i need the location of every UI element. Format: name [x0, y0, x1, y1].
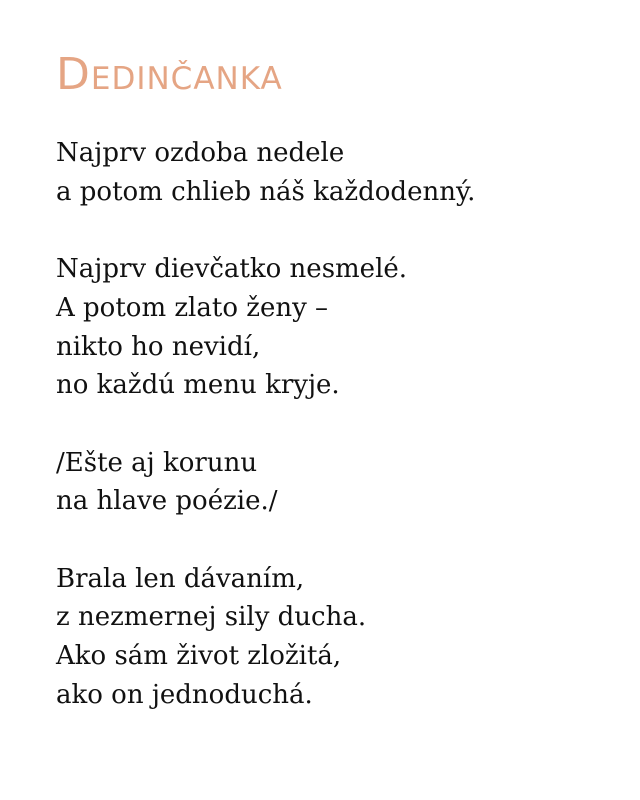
poem-line: Ako sám život zložitá,: [56, 641, 342, 672]
stanza-2: [56, 250, 475, 405]
poem-line: ako on jednoduchá.: [56, 679, 313, 710]
poem-body: [56, 134, 475, 715]
poem-line: Brala len dávaním,: [56, 563, 305, 594]
stanza-3: [56, 444, 475, 521]
poem-title: Dedinčanka: [56, 49, 283, 100]
poem-line: na hlave poézie./: [56, 486, 278, 517]
poem-line: Najprv dievčatko nesmelé.: [56, 254, 408, 285]
poem-line: Najprv ozdoba nedele: [56, 138, 345, 168]
poem-line: no každú menu kryje.: [56, 370, 340, 401]
stanza-4: [56, 560, 475, 715]
poem-line: a potom chlieb náš každodenný.: [56, 176, 476, 207]
poem-line: nikto ho nevidí,: [56, 331, 261, 362]
stanza-1: [56, 134, 475, 211]
poem-line: A potom zlato ženy –: [56, 292, 329, 323]
poem-line: /Ešte aj korunu: [56, 447, 258, 478]
poem-line: z nezmernej sily ducha.: [56, 602, 367, 633]
